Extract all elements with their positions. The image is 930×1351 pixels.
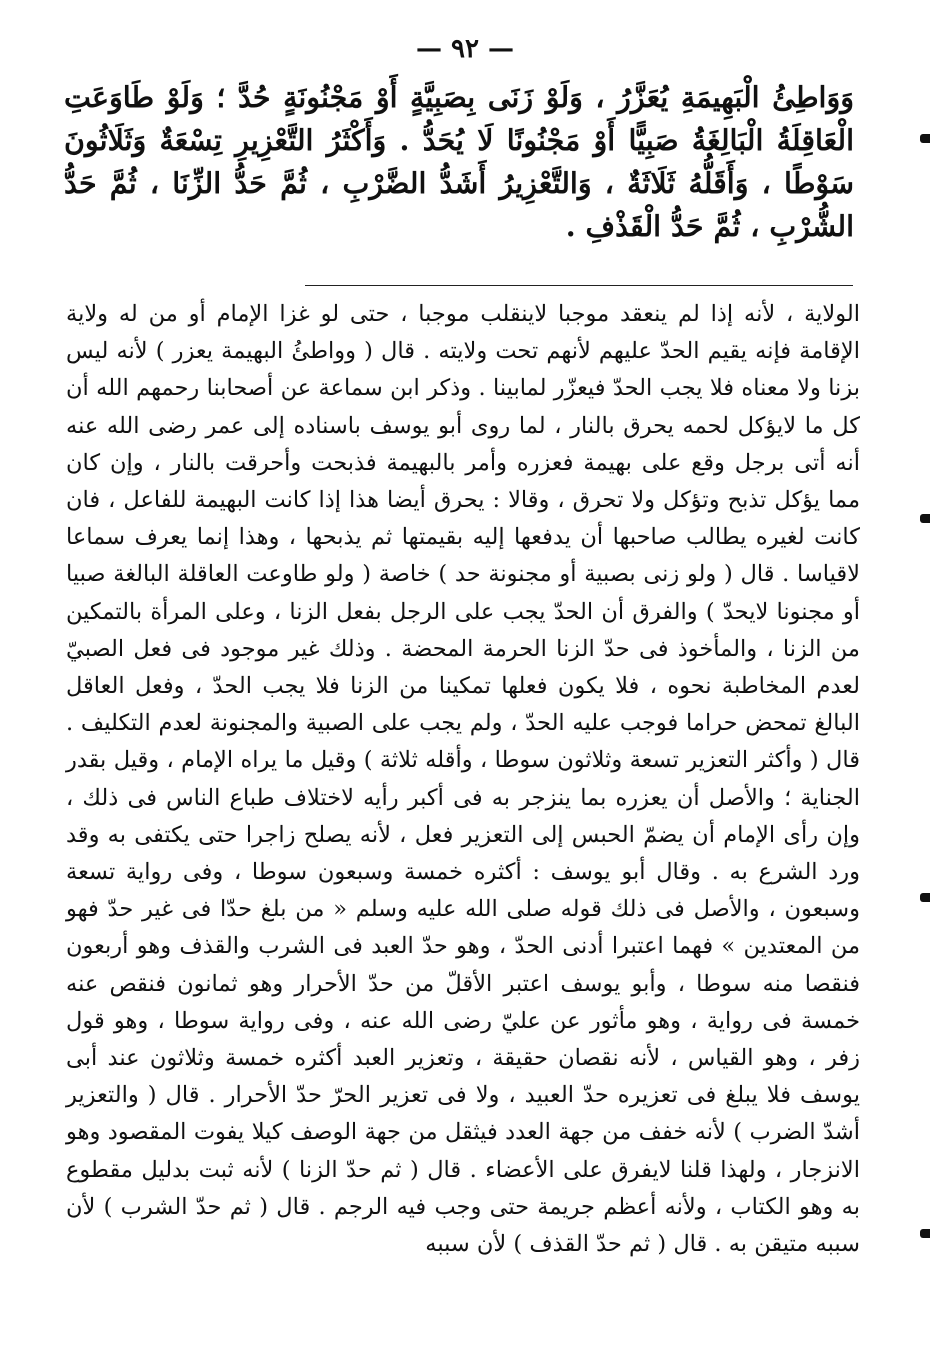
main-text-block (64, 76, 854, 248)
page-number: — ٩٢ — (415, 34, 515, 64)
scan-edge-mark (920, 514, 930, 523)
commentary-paragraph: الولاية ، لأنه إذا لم ينعقد موجبا لاينقلب موجبا ، حتى لو غزا الإمام أو من له ولاية الإقامة فإنه يقيم الحدّ عليهم لأنهم تحت ولايته . قال ( وواطئُ البهيمة يعزر ) لأنه ليس بزنا ولا معناه فلا يجب الحدّ فيعزّر لمابينا . وذكر ابن سماعة عن أصحابنا رحمهم الله أن كل ما لايؤكل لحمه يحرق بالنار ، لما روى أبو يوسف باسناده إلى عمر رضى الله عنه أنه أتى برجل وقع على بهيمة فعزره وأمر بالبهيمة فذبحت وأحرقت بالنار ، وإن كان مما يؤكل تذبح وتؤكل ولا تحرق ، وقالا : يحرق أيضا هذا إذا كانت البهيمة للفاعل ، فان كانت لغيره يطالب صاحبها أن يدفعها إليه بقيمتها ثم يذبحها ، وهذا إنما يعرف سماعا لاقياسا . قال ( ولو زنى بصبية أو مجنونة حد ) خاصة ( ولو طاوعت العاقلة البالغة صبيا أو مجنونا لايحدّ ) والفرق أن الحدّ يجب على الرجل بفعل الزنا ، وعلى المرأة بالتمكين من الزنا ، والمأخوذ فى حدّ الزنا الحرمة المحضة . وذلك غير موجود فى فعل الصبيّ لعدم المخاطبة نحوه ، فلا يكون فعلها تمكينا من الزنا فلا يجب الحدّ ، وفعل العاقل البالغ تمحض حراما فوجب عليه الحدّ ، ولم يجب على الصبية والمجنونة لعدم التكليف . قال ( وأكثر التعزير تسعة وثلاثون سوطا ، وأقله ثلاثة ) وقيل ما يراه الإمام ، وقيل بقدر الجناية ؛ والأصل أن يعزره بما ينزجر به فى أكبر رأيه لاختلاف طباع الناس فى ذلك ، وإن رأى الإمام أن يضمّ الحبس إلى التعزير فعل ، لأنه يصلح زاجرا حتى يكتفى به وقد ورد الشرع به . وقال أبو يوسف : أكثره خمسة وسبعون سوطا ، وفى رواية تسعة وسبعون ، والأصل فى ذلك قوله صلى الله عليه وسلم « من بلغ حدّا فى غير حدّ فهو من المعتدين » فهما اعتبرا أدنى الحدّ ، وهو حدّ العبد فى الشرب والقذف وهو أربعون فنقصا منه سوطا ، وأبو يوسف اعتبر الأقلّ من حدّ الأحرار وهو ثمانون فنقص عنه خمسة فى رواية ، وهو مأثور عن عليّ رضى الله عنه ، وفى رواية سوطا ، وهو قول زفر ، وهو القياس ، لأنه نقصان حقيقة ، وتعزير العبد أكثره خمسة وثلاثون عند أبى يوسف فلا يبلغ فى تعزيره حدّ العبيد ، ولا فى تعزير الحرّ حدّ الأحرار . قال ( والتعزير أشدّ الضرب ) لأنه خفف من جهة العدد فيثقل من جهة الوصف كيلا يفوت المقصود وهو الانزجار ، ولهذا قلنا لايفرق على الأعضاء . قال ( ثم حدّ الزنا ) لأنه ثبت بدليل مقطوع به وهو الكتاب ، ولأنه أعظم جريمة حتى وجب فيه الرجم . قال ( ثم حدّ الشرب ) لأن سببه متيقن به . قال ( ثم حدّ القذف ) لأن سببه (66, 301, 860, 1258)
main-text-paragraph: وَوَاطِئُ الْبَهِيمَةِ يُعَزَّرُ ، وَلَوْ زَنَى بِصَبِيَّةٍ أَوْ مَجْنُونَةٍ حُدَّ ؛ وَلَوْ طَاوَعَتِ الْعَاقِلَةُ الْبَالِغَةُ صَبِيًّا أَوْ مَجْنُونًا لَا يُحَدُّ . وَأَكْثَرُ التَّعْزِيرِ تِسْعَةٌ وَثَلَاثُونَ سَوْطًا ، وَأَقَلُّهُ ثَلَاثَةٌ ، وَالتَّعْزِيرُ أَشَدُّ الضَّرْبِ ، ثُمَّ حَدُّ الزِّنَا ، ثُمَّ حَدُّ الشُّرْبِ ، ثُمَّ حَدُّ الْقَذْفِ . (64, 80, 854, 243)
separator-line (305, 285, 853, 286)
scan-edge-mark (920, 893, 930, 902)
scan-edge-mark (920, 1229, 930, 1238)
commentary-block (66, 296, 860, 1263)
scan-edge-mark (920, 134, 930, 143)
